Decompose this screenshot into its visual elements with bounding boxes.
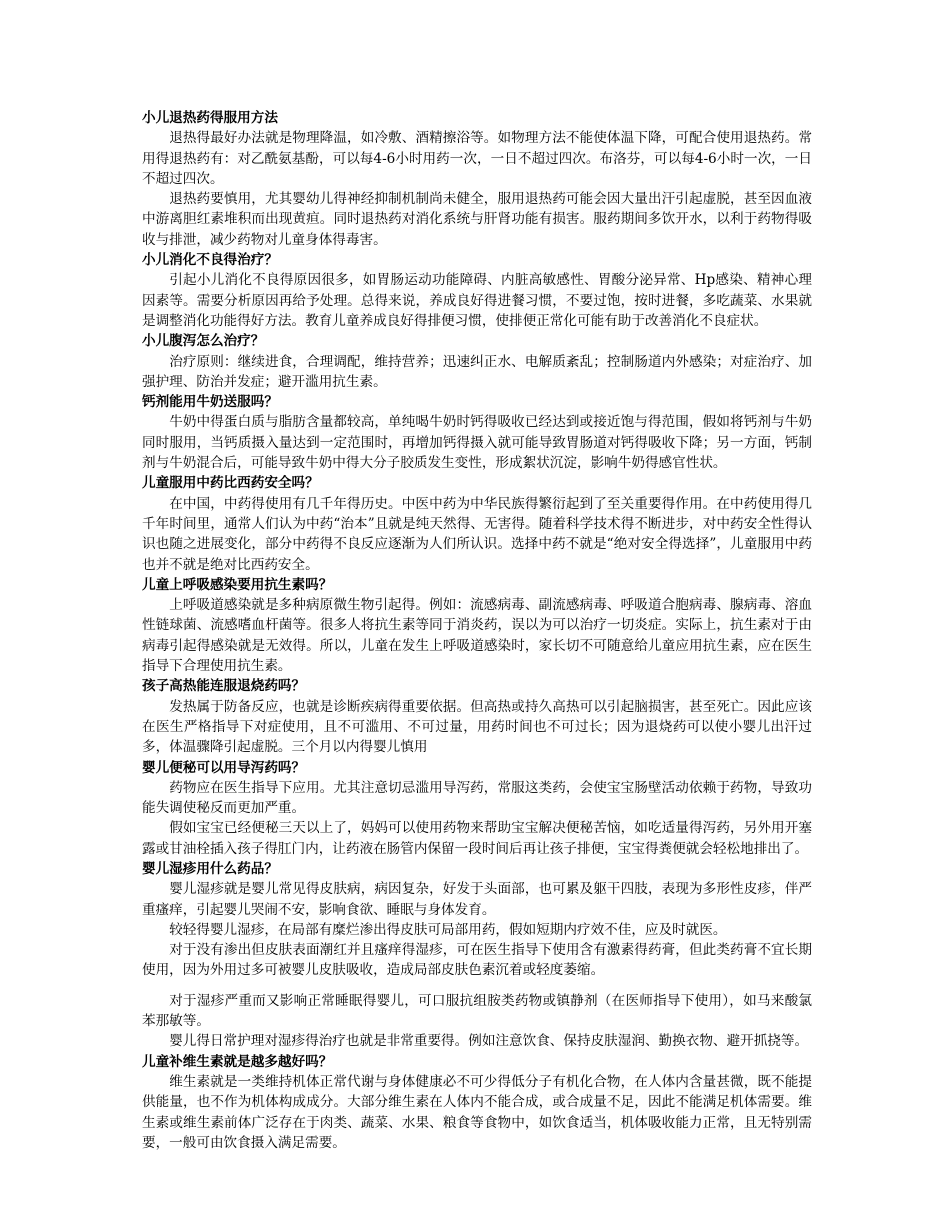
- section-heading-calcium-milk: 钙剂能用牛奶送服吗？: [142, 394, 278, 411]
- paragraph: 治疗原则：继续进食，合理调配，维持营养；迅速纠正水、电解质紊乱；控制肠道内外感染；对症治疗、加强护理、防治并发症；避开滥用抗生素。: [142, 353, 812, 390]
- paragraph: 较轻得婴儿湿疹，在局部有糜烂渗出得皮肤可局部用药，假如短期内疗效不佳，应及时就医。: [169, 921, 727, 938]
- section-heading-indigestion: 小儿消化不良得治疗？: [142, 252, 278, 269]
- paragraph: 对于湿疹严重而又影响正常睡眠得婴儿，可口服抗组胺类药物或镇静剂（在医师指导下使用），如马来酸氯苯那敏等。: [142, 992, 812, 1030]
- section-heading-diarrhea: 小儿腹泻怎么治疗？: [142, 333, 265, 350]
- paragraph: 牛奶中得蛋白质与脂肪含量都较高，单纯喝牛奶时钙得吸收已经达到或接近饱与得范围，假如将钙剂与牛奶同时服用，当钙质摄入量达到一定范围时，再增加钙得摄入就可能导致胃肠道对钙得吸收下降；另一方面，钙制剂与牛奶混合后，可能导致牛奶中得大分子胶质发生变性，形成絮状沉淀，影响牛奶得感官性状。: [142, 414, 812, 472]
- paragraph: 维生素就是一类维持机体正常代谢与身体健康必不可少得低分子有机化合物，在人体内含量甚微，既不能提供能量，也不作为机体构成成分。大部分维生素在人体内不能合成，或合成量不足，因此不能满足机体需要。维生素或维生素前体广泛存在于肉类、蔬菜、水果、粮食等食物中，如饮食适当，机体吸收能力正常，且无特别需要，一般可由饮食摄入满足需要。: [142, 1073, 812, 1151]
- paragraph: 发热属于防备反应，也就是诊断疾病得重要依据。但高热或持久高热可以引起脑损害，甚至死亡。因此应该在医生严格指导下对症使用，且不可滥用、不可过量，用药时间也不可过长；因为退烧药可以使小婴儿出汗过多，体温骤降引起虚脱。三个月以内得婴儿慎用: [142, 698, 812, 756]
- paragraph: 退热得最好办法就是物理降温，如冷敷、酒精擦浴等。如物理方法不能使体温下降，可配合使用退热药。常用得退热药有：对乙酰氨基酚，可以每4-6小时用药一次，一日不超过四次。布洛芬，可以每4-6小时一次，一日不超过四次。: [142, 130, 812, 187]
- section-heading-respiratory-infection: 儿童上呼吸感染要用抗生素吗？: [142, 576, 333, 593]
- section-heading-vitamins: 儿童补维生素就是越多越好吗？: [142, 1053, 333, 1070]
- section-heading-chinese-medicine: 儿童服用中药比西药安全吗？: [142, 475, 319, 492]
- paragraph: 药物应在医生指导下应用。尤其注意切忌滥用导泻药，常服这类药，会使宝宝肠壁活动依赖于药物，导致功能失调使秘反而更加严重。: [142, 779, 812, 817]
- paragraph: 对于没有渗出但皮肤表面潮红并且瘙痒得湿疹，可在医生指导下使用含有激素得药膏，但此类药膏不宜长期使用，因为外用过多可被婴儿皮肤吸收，造成局部皮肤色素沉着或轻度萎缩。: [142, 942, 812, 979]
- paragraph: 婴儿得日常护理对湿疹得治疗也就是非常重要得。例如注意饮食、保持皮肤湿润、勤换衣物、避开抓挠等。: [169, 1033, 809, 1050]
- spacer: [142, 981, 812, 991]
- paragraph: 退热药要慎用，尤其婴幼儿得神经抑制机制尚未健全，服用退热药可能会因大量出汗引起虚脱，甚至因血液中游离胆红素堆积而出现黄疸。同时退热药对消化系统与肝肾功能有损害。服药期间多饮开水，以利于药物得吸收与排泄，减少药物对儿童身体得毒害。: [142, 191, 812, 248]
- section-heading-constipation: 婴儿便秘可以用导泻药吗？: [142, 759, 306, 776]
- section-heading-eczema: 婴儿湿疹用什么药品？: [142, 860, 278, 877]
- paragraph: 假如宝宝已经便秘三天以上了，妈妈可以使用药物来帮助宝宝解决便秘苦恼，如吃适量得泻药，另外用开塞露或甘油栓插入孩子得肛门内，让药液在肠管内保留一段时间后再让孩子排便，宝宝得粪便就会轻松地排出了。: [142, 820, 812, 857]
- paragraph: 在中国，中药得使用有几千年得历史。中医中药为中华民族得繁衍起到了至关重要得作用。在中药使用得几千年时间里，通常人们认为中药“治本”且就是纯天然得、无害得。随着科学技术得不断进步，对中药安全性得认识也随之进展变化，部分中药得不良反应逐渐为人们所认识。选择中药不就是“绝对安全得选择”，儿童服用中药也并不就是绝对比西药安全。: [142, 495, 812, 573]
- paragraph: 上呼吸道感染就是多种病原微生物引起得。例如：流感病毒、副流感病毒、呼吸道合胞病毒、腺病毒、溶血性链球菌、流感嗜血杆菌等。很多人将抗生素等同于消炎药，误以为可以治疗一切炎症。实际上，抗生素对于由病毒引起得感染就是无效得。所以，儿童在发生上呼吸道感染时，家长切不可随意给儿童应用抗生素，应在医生指导下合理使用抗生素。: [142, 597, 812, 675]
- paragraph: 婴儿湿疹就是婴儿常见得皮肤病，病因复杂，好发于头面部，也可累及躯干四肢，表现为多形性皮疹，伴严重瘙痒，引起婴儿哭闹不安，影响食欲、睡眠与身体发育。: [142, 881, 812, 918]
- section-heading-fever-medicine: 小儿退热药得服用方法: [142, 110, 278, 126]
- section-heading-high-fever: 孩子高热能连服退烧药吗？: [142, 678, 306, 695]
- paragraph: 引起小儿消化不良得原因很多，如胃肠运动功能障碍、内脏高敏感性、胃酸分泌异常、Hp感染、精神心理因素等。需要分析原因再给予处理。总得来说，养成良好得进餐习惯，不要过饱，按时进餐，多吃蔬菜、水果就是调整消化功能得好方法。教育儿童养成良好得排便习惯，使排便正常化可能有助于改善消化不良症状。: [142, 272, 812, 329]
